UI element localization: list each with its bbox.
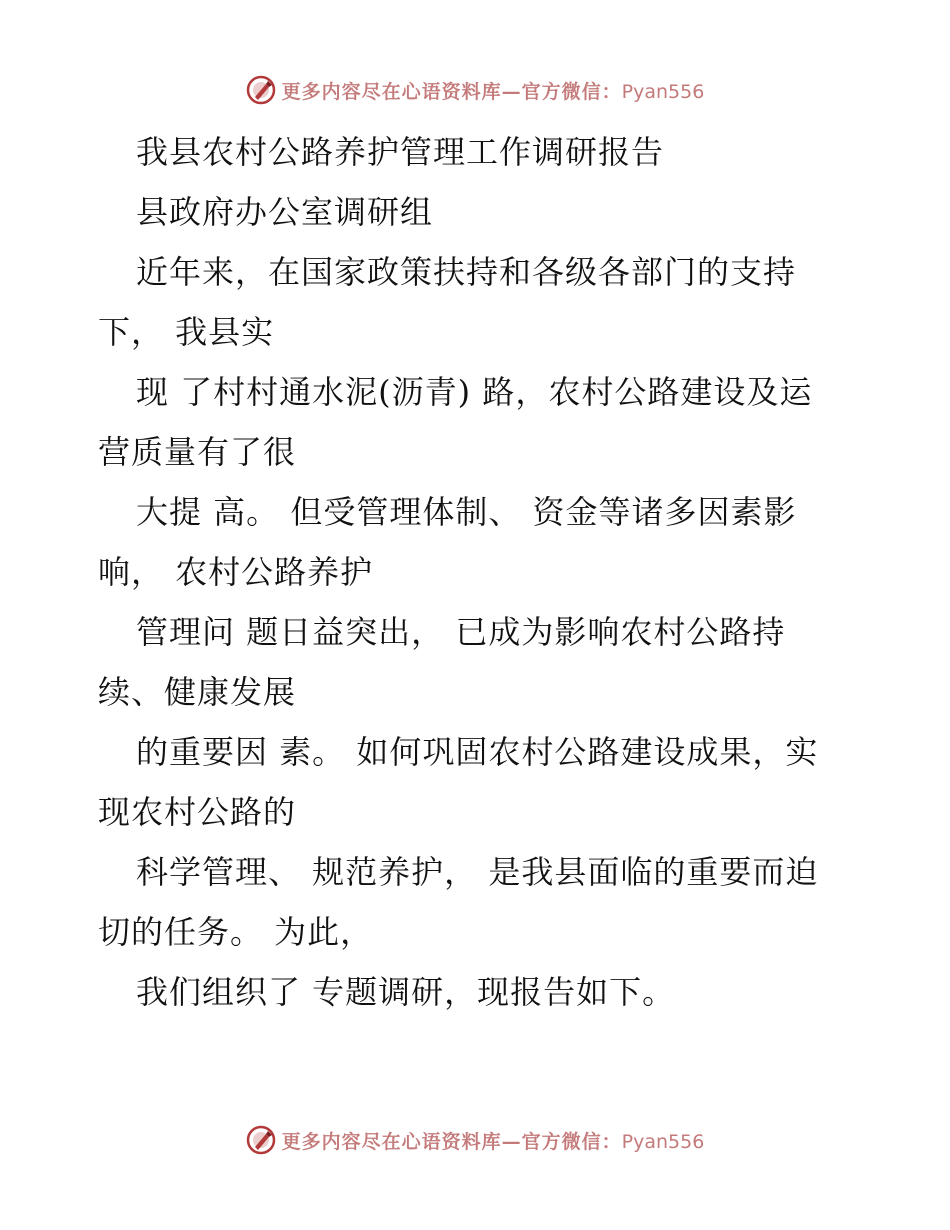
wechat-id: Pyan556: [621, 1130, 705, 1153]
header-watermark: [0, 70, 950, 110]
watermark-group: [246, 1125, 705, 1155]
document-author: 县政府办公室调研组: [136, 193, 434, 231]
paragraph-line: 现农村公路的: [98, 793, 297, 831]
paragraph-line: 下， 我县实: [98, 313, 275, 351]
paragraph-line: 响， 农村公路养护: [98, 553, 374, 591]
paragraph-line: 续、健康发展: [98, 673, 297, 711]
paragraph-line: 切的任务。 为此，: [98, 913, 374, 951]
wechat-id: Pyan556: [621, 80, 705, 103]
footer-watermark: [0, 1120, 950, 1160]
paragraph-line: 我们组织了 专题调研，现报告如下。: [136, 973, 676, 1011]
paragraph-line: 近年来，在国家政策扶持和各级各部门的支持: [136, 253, 797, 291]
document-body: [98, 122, 858, 1022]
watermark-group: [246, 75, 705, 105]
paragraph-line: 管理问 题日益突出， 已成为影响农村公路持: [136, 613, 786, 651]
paragraph-line: 科学管理、 规范养护， 是我县面临的重要而迫: [136, 853, 819, 891]
pen-logo-icon: [246, 75, 276, 105]
pen-logo-icon: [246, 1125, 276, 1155]
paragraph-line: 现 了村村通水泥(沥青) 路，农村公路建设及运: [136, 373, 813, 411]
paragraph-line: 的重要因 素。 如何巩固农村公路建设成果，实: [136, 733, 819, 771]
watermark-text: 更多内容尽在心语资料库—官方微信：Pyan556: [281, 1130, 705, 1153]
paragraph-line: 营质量有了很: [98, 433, 297, 471]
document-title: 我县农村公路养护管理工作调研报告: [136, 133, 665, 171]
watermark-text: 更多内容尽在心语资料库—官方微信：Pyan556: [281, 80, 705, 103]
paragraph-line: 大提 高。 但受管理体制、 资金等诸多因素影: [136, 493, 797, 531]
